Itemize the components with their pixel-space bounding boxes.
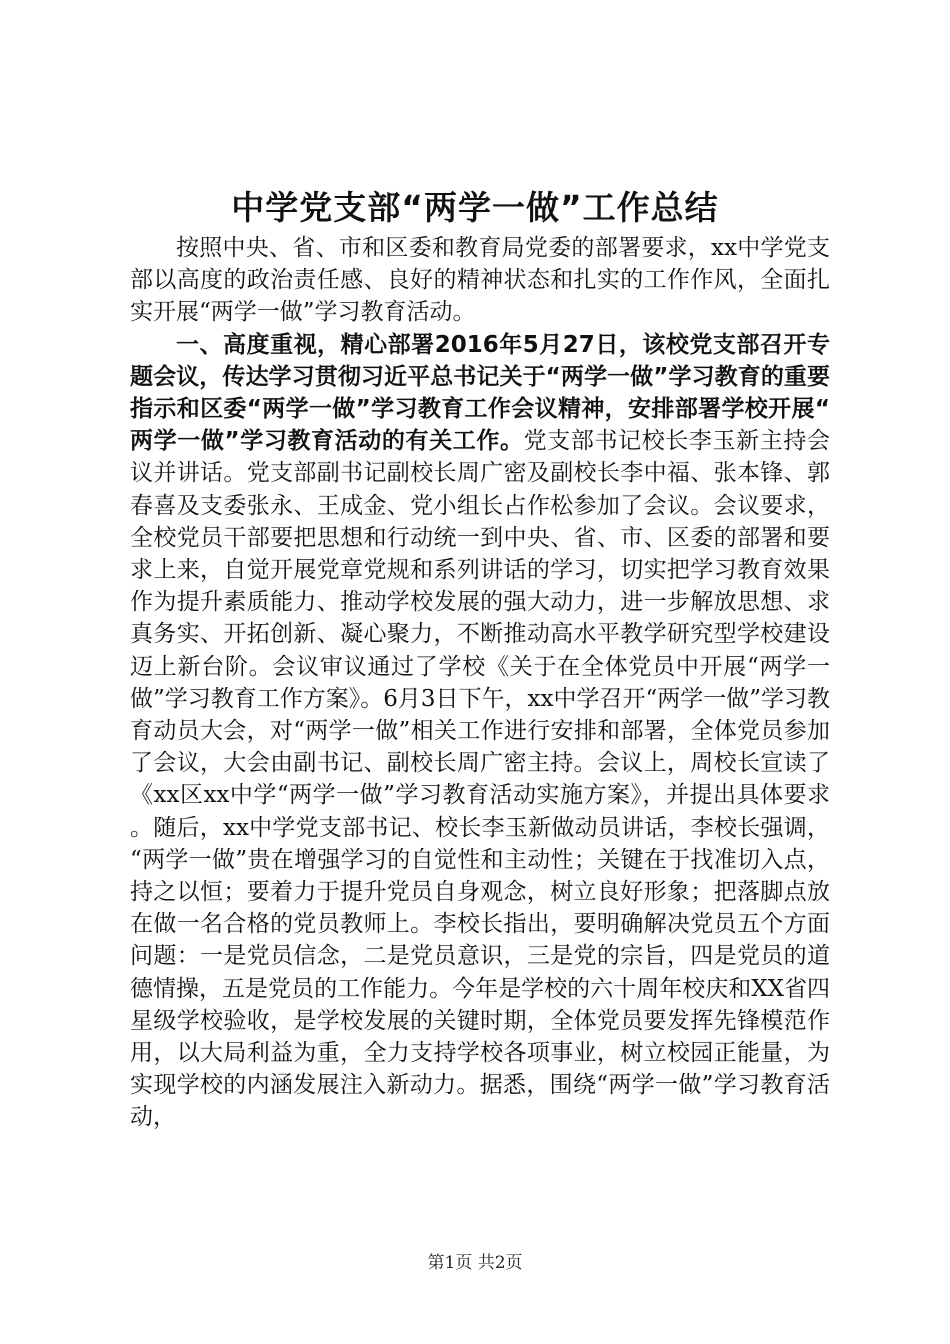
paragraph-section-1 [130,329,830,1134]
page-footer: 第1页 共2页 [427,1253,523,1273]
document-body [130,232,830,1134]
paragraph-intro: 按照中央、省、市和区委和教育局党委的部署要求，xx中学党支部以高度的政治责任感、良好的精神状态和扎实的工作作风，全面扎实开展“两学一做”学习教育活动。 [130,235,830,326]
document-title: 中学党支部“两学一做”工作总结 [231,188,719,227]
section-body: 党支部书记校长李玉新主持会议并讲话。党支部副书记副校长周广密及副校长李中福、张本锋、郭春喜及支委张永、王成金、党小组长占作松参加了会议。会议要求，全校党员干部要把思想和行动统一到中央、省、市、区委的部署和要求上来，自觉开展党章党规和系列讲话的学习，切实把学习教育效果作为提升素质能力、推动学校发展的强大动力，进一步解放思想、求真务实、开拓创新、凝心聚力，不断推动高水平教学研究型学校建设迈上新台阶。会议审议通过了学校《关于在全体党员中开展“两学一做”学习教育工作方案》。6月3日下午，xx中学召开“两学一做”学习教育动员大会，对“两学一做”相关工作进行安排和部署，全体党员参加了会议，大会由副书记、副校长周广密主持。会议上，周校长宣读了《xx区xx中学“两学一做”学习教育活动实施方案》，并提出具体要求。随后，xx中学党支部书记、校长李玉新做动员讲话，李校长强调，“两学一做”贵在增强学习的自觉性和主动性；关键在于找准切入点，持之以恒；要着力于提升党员自身观念，树立良好形象；把落脚点放在做一名合格的党员教师上。李校长指出，要明确解决党员五个方面问题：一是党员信念，二是党员意识，三是党的宗旨，四是党员的道德情操，五是党员的工作能力。今年是学校的六十周年校庆和XX省四星级学校验收，是学校发展的关键时期，全体党员要发挥先锋模范作用，以大局利益为重，全力支持学校各项事业，树立校园正能量，为实现学校的内涵发展注入新动力。据悉，围绕“两学一做”学习教育活动， [130,428,831,1131]
section-heading: 一、高度重视，精心部署2016年5月27日，该校党支部召开专题会议，传达学习贯彻习近平总书记关于“两学一做”学习教育的重要指示和区委“两学一做”学习教育工作会议精神，安排部署学校开展“两学一做”学习教育活动的有关工作。 [130,331,830,455]
